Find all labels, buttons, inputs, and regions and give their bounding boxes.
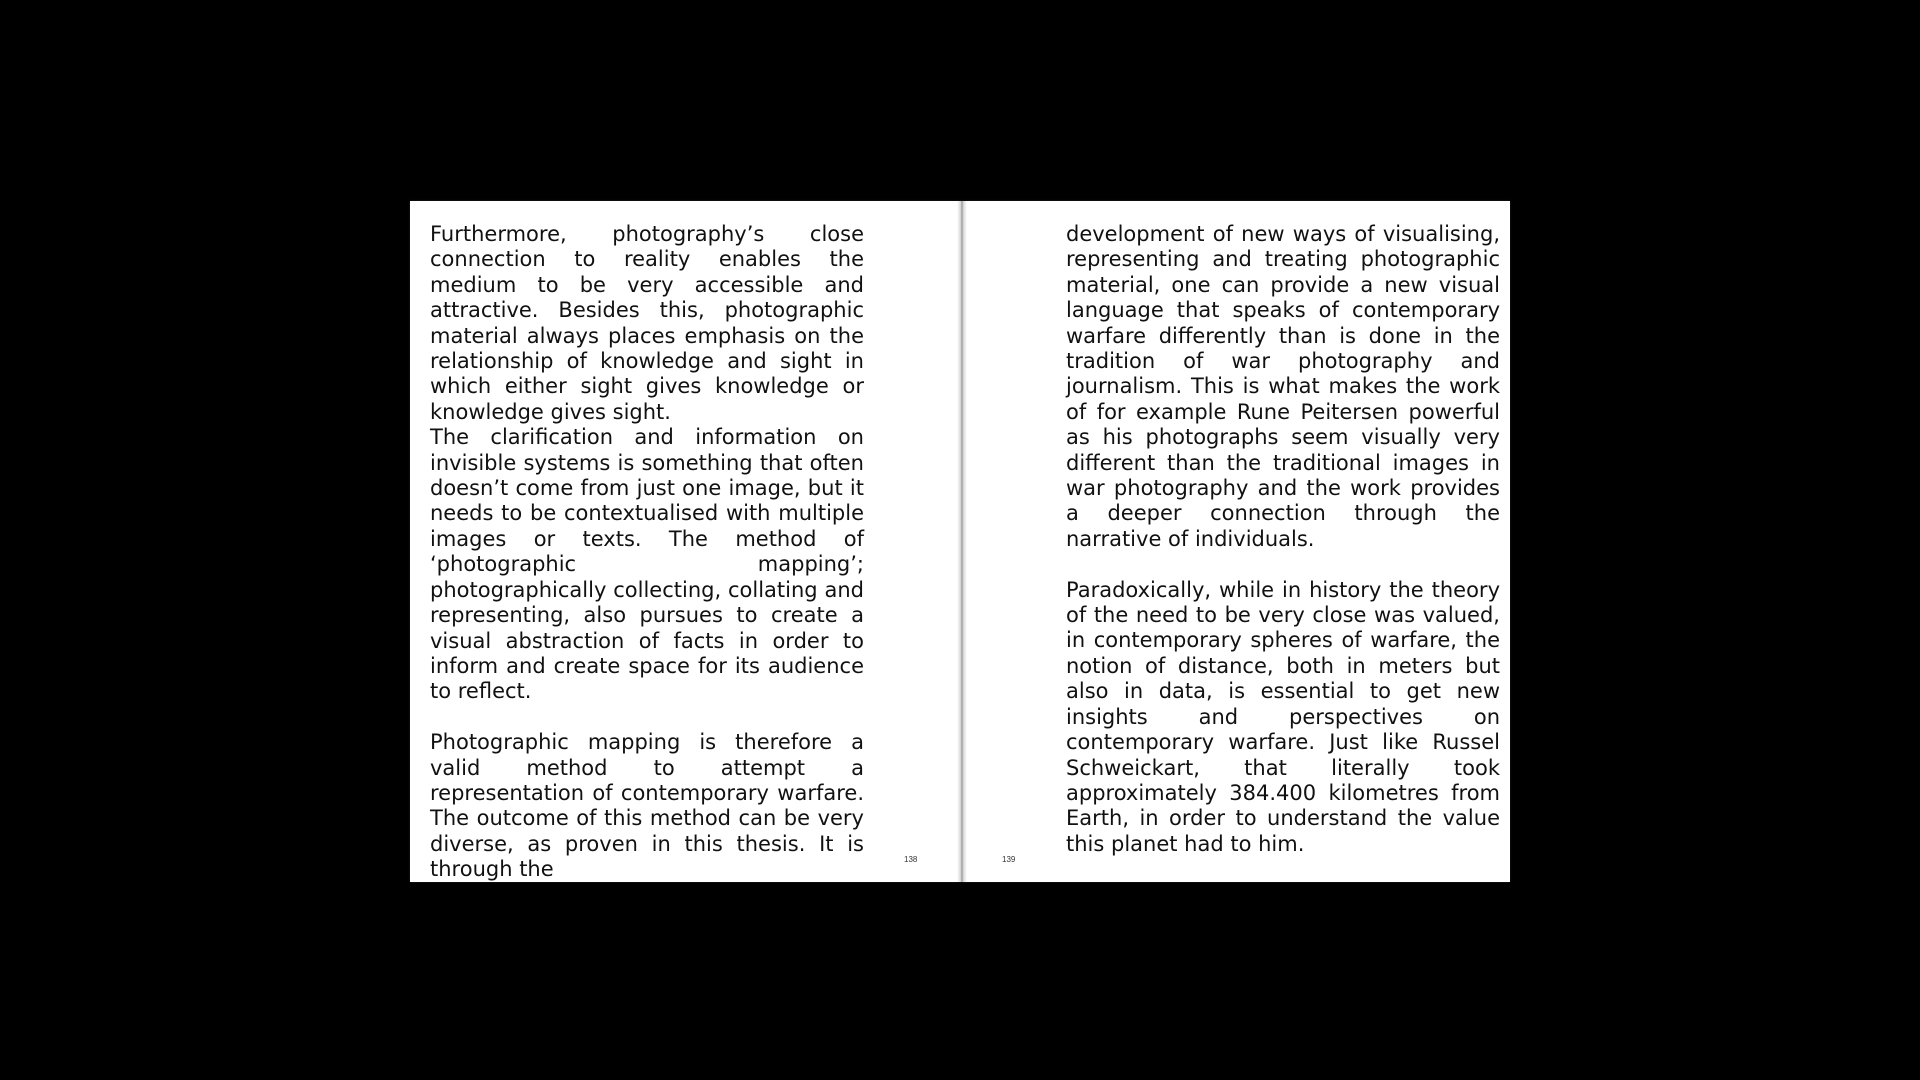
left-paragraph-3: Photographic mapping is therefore a valid method to attempt a representation of contemporary warfare. The outcome of this method can be very diverse, as proven in this thesis. It is through the [430,730,864,882]
left-page [410,201,960,882]
right-page-text [1066,222,1500,857]
right-paragraph-1: development of new ways of visualising, representing and treating photographic material, one can provide a new visual language that speaks of contemporary warfare differently than is done in the tradition of war photography and journalism. This is what makes the work of for example Rune Peitersen powerful as his photographs seem visually very different than the traditional images in war photography and the work provides a deeper connection through the narrative of individuals. [1066,222,1500,551]
left-paragraph-2: The clarification and information on invisible systems is something that often doesn’t come from just one image, but it needs to be contextualised with multiple images or texts. The method of ‘photographic mapping’; photographically collecting, collating and representing, also pursues to create a visual abstraction of facts in order to inform and create space for its audience to reflect. [430,425,864,704]
left-page-number: 138 [904,855,918,864]
right-page-number: 139 [1002,855,1016,864]
book-spread [410,201,1510,882]
book-gutter-shadow [957,201,967,882]
right-paragraph-2: Paradoxically, while in history the theory of the need to be very close was valued, in contemporary spheres of warfare, the notion of distance, both in meters but also in data, is essential to get new insights and perspectives on contemporary warfare. Just like Russel Schweickart, that literally took approximately 384.400 kilometres from Earth, in order to understand the value this planet had to him. [1066,577,1500,856]
left-paragraph-1: Furthermore, photography’s close connection to reality enables the medium to be very accessible and attractive. Besides this, photographic material always places emphasis on the relationship of knowledge and sight in which either sight gives knowledge or knowledge gives sight. [430,222,864,424]
left-page-text [430,222,864,882]
right-page [960,201,1510,882]
